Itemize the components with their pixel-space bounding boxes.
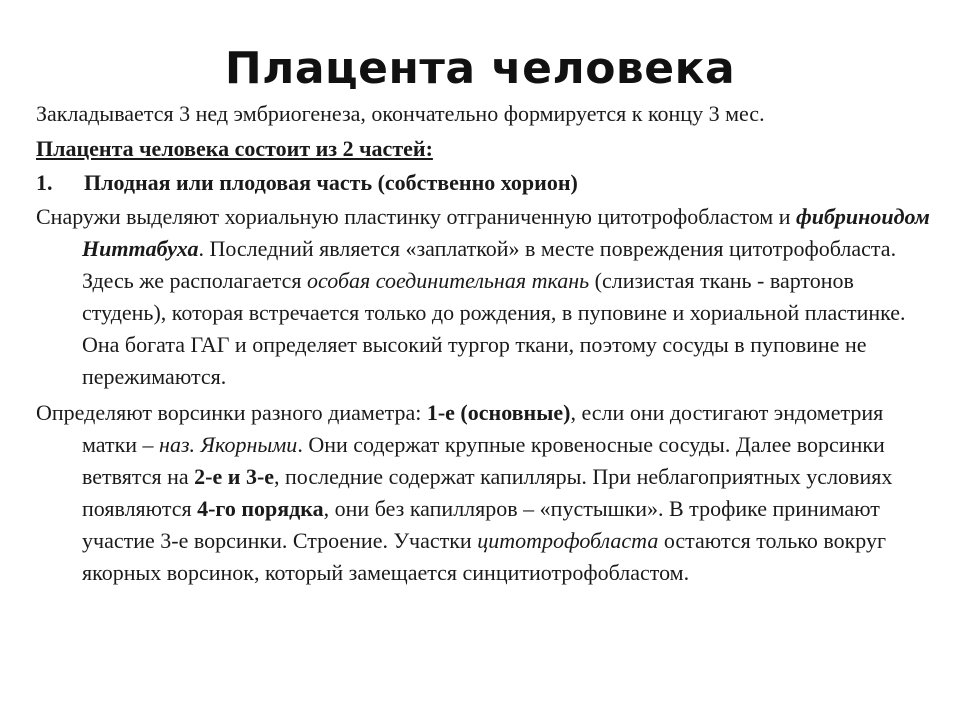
paragraph-chorionic-plate: [36, 201, 936, 393]
para2-text-4: , последние содержат капилляры. При неблагоприятных условиях появляются: [82, 464, 893, 521]
term-anchoring: наз. Якорными: [159, 432, 298, 457]
parts-heading: Плацента человека состоит из 2 частей:: [36, 136, 433, 161]
term-special-connective-tissue: особая соединительная ткань: [307, 268, 590, 293]
slide-title: Плацента человека: [224, 43, 736, 95]
term-cytotrophoblast: цитотрофобласта: [477, 528, 659, 553]
para2-text-1: Определяют ворсинки разного диаметра:: [36, 400, 427, 425]
para2-text-3: . Они содержат крупные кровеносные сосуды. Далее ворсинки ветвятся на: [82, 432, 885, 489]
para1-text-2: . Последний является «заплаткой» в месте повреждения цитотрофобласта. Здесь же располагается: [82, 236, 897, 293]
term-fibrinoid-nitabuch: фибриноидом Ниттабуха: [82, 204, 930, 261]
item-text: Плодная или плодовая часть (собственно хорион): [84, 170, 578, 195]
numbered-item-1: [36, 167, 936, 199]
item-number: 1.: [36, 170, 53, 195]
para2-text-6: остаются только вокруг якорных ворсинок, который замещается синцитиотрофобластом.: [82, 528, 886, 585]
para1-text-3: (слизистая ткань - вартонов студень), которая встречается только до рождения, в пуповине и хориальной пластинке. Она богата ГАГ и определяет высокий тургор ткани, поэтому сосуды в пуповине не пережимаются.: [82, 268, 906, 389]
paragraph-villi: [36, 397, 936, 589]
intro-line: Закладывается 3 нед эмбриогенеза, окончательно формируется к концу 3 мес.: [36, 101, 765, 126]
para1-text-1: Снаружи выделяют хориальную пластинку отграниченную цитотрофобластом и: [36, 204, 796, 229]
slide-body: [36, 98, 936, 589]
term-fourth-order: 4-го порядка: [197, 496, 324, 521]
para2-text-2: , если они достигают эндометрия матки –: [82, 400, 884, 457]
para2-text-5: , они без капилляров – «пустышки». В трофике принимают участие 3-е ворсинки. Строение. Участки: [82, 496, 880, 553]
term-primary-villi: 1-е (основные): [426, 400, 571, 425]
term-secondary-tertiary: 2-е и 3-е: [194, 464, 275, 489]
